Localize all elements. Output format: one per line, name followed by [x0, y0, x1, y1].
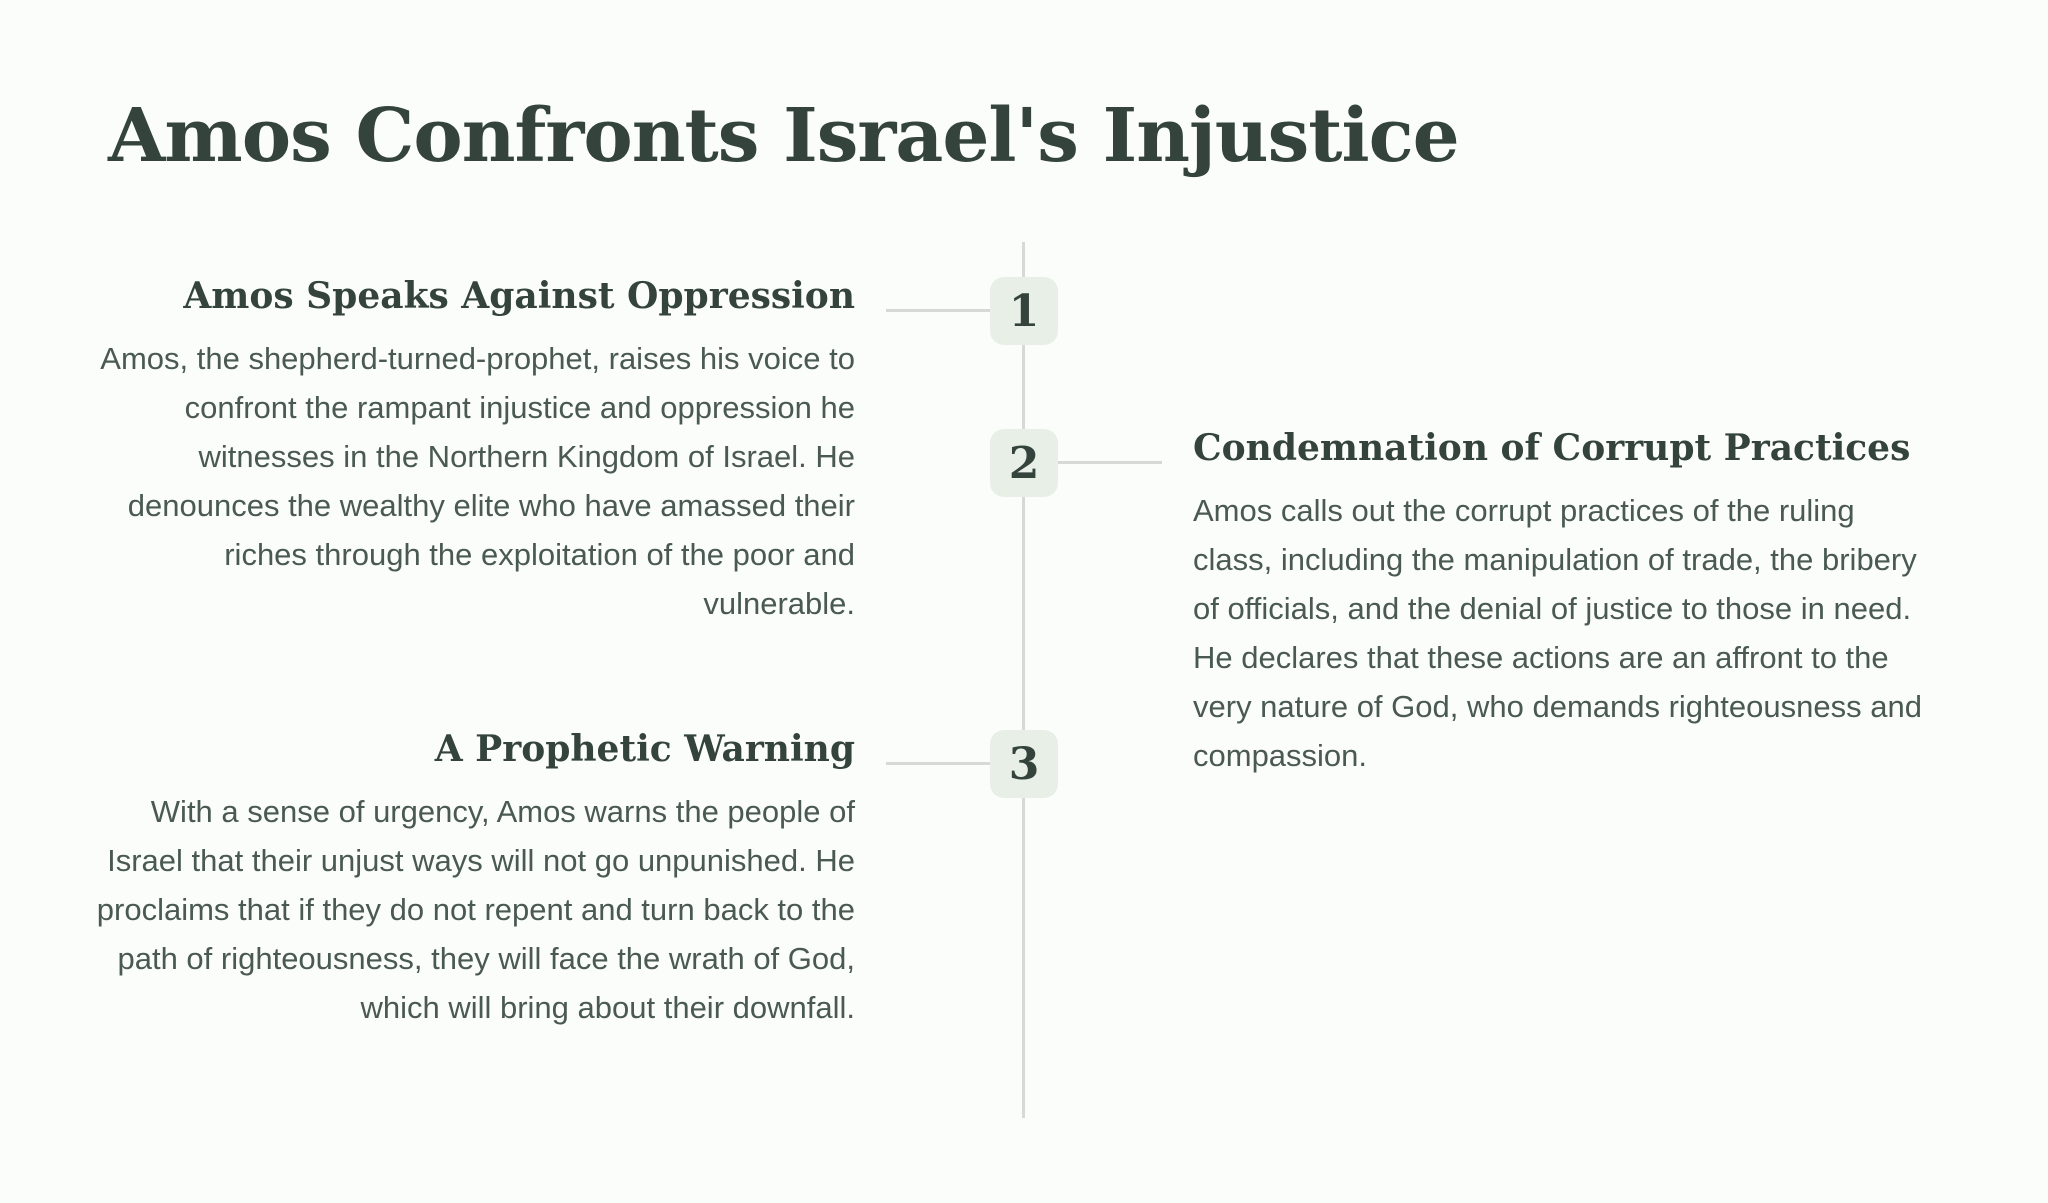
entry-heading-1: Amos Speaks Against Oppression — [183, 275, 855, 317]
entry-heading-2: Condemnation of Corrupt Practices — [1193, 427, 1911, 469]
step-badge-2: 2 — [990, 429, 1058, 497]
timeline-line — [1022, 242, 1025, 1118]
timeline-entry-3 — [95, 725, 855, 1032]
entry-body-3: With a sense of urgency, Amos warns the people of Israel that their unjust ways will not go unpunished. He proclaims that if they do not repent and turn back to the path of righteousness, they will face the wrath of God, which will bring about their downfall. — [96, 794, 855, 1025]
timeline-entry-2 — [1193, 424, 1933, 780]
step-badge-1: 1 — [990, 277, 1058, 345]
timeline-connector-1 — [886, 309, 990, 312]
timeline-entry-1 — [95, 272, 855, 628]
entry-body-2: Amos calls out the corrupt practices of the ruling class, including the manipulation of trade, the bribery of officials, and the denial of justice to those in need. He declares that these actions are an affront to the very nature of God, who demands righteousness and compassion. — [1193, 493, 1922, 773]
page-title: Amos Confronts Israel's Injustice — [108, 93, 1459, 179]
timeline-connector-2 — [1058, 461, 1162, 464]
timeline-connector-3 — [886, 762, 990, 765]
step-badge-3: 3 — [990, 730, 1058, 798]
entry-heading-3: A Prophetic Warning — [434, 728, 855, 770]
entry-body-1: Amos, the shepherd-turned-prophet, raises his voice to confront the rampant injustice and oppression he witnesses in the Northern Kingdom of Israel. He denounces the wealthy elite who have amassed their riches through the exploitation of the poor and vulnerable. — [100, 341, 855, 621]
